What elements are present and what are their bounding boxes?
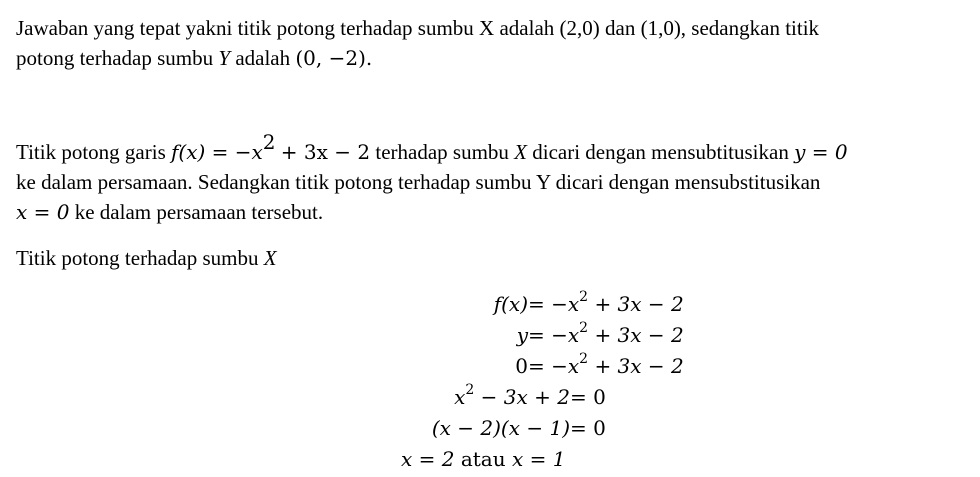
answer-line-2-mid: adalah — [235, 46, 291, 70]
equation-row — [0, 351, 980, 382]
equation-lhs: 0 — [515, 354, 528, 378]
method-function-tail: + 3x − 2 — [280, 140, 371, 164]
equation-solution: x = 2 atau x = 1 — [401, 447, 566, 471]
answer-line-2-point: (0, −2). — [295, 46, 373, 70]
equation-block — [0, 289, 980, 475]
method-y-zero: y = 0 — [794, 140, 848, 164]
equation-rhs: = 0 — [570, 385, 606, 409]
answer-line-2-prefix: potong terhadap sumbu — [16, 46, 214, 70]
heading-text: Titik potong terhadap sumbu — [16, 246, 259, 270]
method-line-3-rest: ke dalam persamaan tersebut. — [74, 200, 324, 224]
method-function: f(x) = −x — [171, 140, 263, 164]
method-paragraph — [16, 130, 954, 227]
equation-rhs: = $-x^2 + 3x - 2$ — [528, 320, 684, 347]
equation-lhs: (x − 2)(x − 1) — [431, 416, 570, 440]
heading-var: X — [263, 246, 277, 270]
method-line-1c: dicari dengan mensubtitusikan — [532, 140, 789, 164]
method-x-zero: x = 0 — [16, 200, 70, 224]
answer-line-1: Jawaban yang tepat yakni titik potong terhadap sumbu X adalah (2,0) dan (1,0), sedangkan titik — [16, 16, 820, 40]
equation-lhs: $x^2 - 3x + 2$ — [454, 382, 570, 409]
method-line-1a: Titik potong garis — [16, 140, 166, 164]
equation-lhs: y — [516, 323, 528, 347]
equation-row — [0, 444, 980, 475]
equation-rhs: = 0 — [570, 416, 606, 440]
equation-row — [0, 320, 980, 351]
section-heading — [16, 243, 954, 273]
equation-row — [0, 382, 980, 413]
method-axis-x: X — [514, 140, 527, 164]
method-line-2: ke dalam persamaan. Sedangkan titik potong terhadap sumbu Y dicari dengan mensubstitusikan — [16, 170, 821, 194]
answer-line-2-var: Y — [218, 46, 231, 70]
method-exponent: 2 — [262, 130, 276, 154]
equation-rhs: = $-x^2 + 3x - 2$ — [528, 289, 684, 316]
equation-row — [0, 289, 980, 320]
method-line-1b: terhadap sumbu — [375, 140, 509, 164]
equation-row — [0, 413, 980, 444]
equation-lhs: f(x) — [493, 292, 528, 316]
equation-rhs: = $-x^2 + 3x - 2$ — [528, 351, 684, 378]
answer-paragraph — [16, 13, 954, 73]
